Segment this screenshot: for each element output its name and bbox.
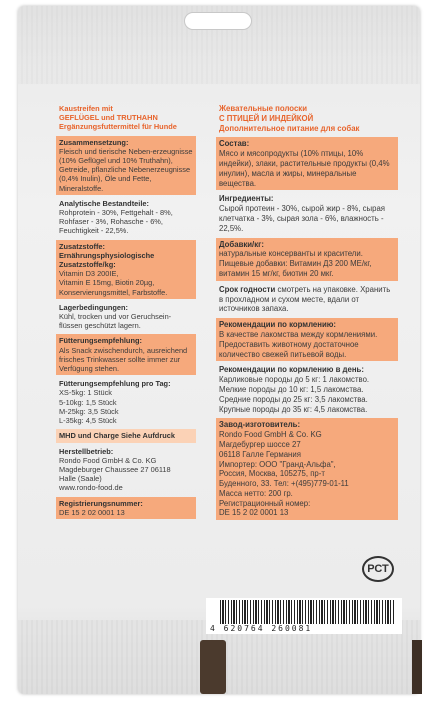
ru-title: Жевательные полоски С ПТИЦЕЙ И ИНДЕЙКОЙ Дополнительное питание для собак <box>219 104 360 133</box>
de-additives: Zusatzstoffe: Ernährungsphysiologische Zusatzstoffe/kg: Vitamin D3 200IE, Vitamin E 15mg, Biotin 20µg, Konservierungsmittel, Farbstoffe. <box>56 240 196 299</box>
de-composition: Zusammensetzung: Fleisch und tierische Neben-erzeugnisse (10% Geflügel und 10% Truthahn), Getreide, pflanzliche Nebenerzeugnisse (0,4% Inulin), Öle und Fette, Mineralstoffe. <box>56 136 196 195</box>
ru-shelf-life: Срок годности смотреть на упаковке. Хранить в прохладном и сухом месте, вдали от источников запаха. <box>219 284 391 314</box>
rst-certification-mark: РСТ <box>362 556 394 582</box>
ru-composition: Состав: Мясо и мясопродукты (10% птицы, 10% индейки), злаки, растительные продукты (0,4% инулин), масла и жиры, минеральные вещества. <box>216 137 398 190</box>
product-window-edge <box>412 640 422 694</box>
hang-hole <box>184 12 252 30</box>
barcode-bars <box>220 600 394 624</box>
de-title: Kaustreifen mit GEFLÜGEL und TRUTHAHN Ergänzungsfuttermittel für Hunde <box>59 104 177 132</box>
german-label-column <box>56 102 196 521</box>
barcode <box>206 598 402 634</box>
ru-feeding: Рекомендации по кормлению: В качестве лакомства между кормлениями. Предоставить животному достаточное количество свежей питьевой воды. <box>216 318 398 361</box>
de-feeding-per-day: Fütterungsempfehlung pro Tag: XS-5kg: 1 Stück 5-10kg: 1,5 Stück M-25kg: 3,5 Stück L-35kg: 4,5 Stück <box>59 379 171 426</box>
de-manufacturer: Herstellbetrieb: Rondo Food GmbH & Co. KG Magdeburger Chaussee 27 06118 Halle (Saale) www.rondo-food.de <box>59 446 171 493</box>
ru-ingredients: Ингредиенты: Сырой протеин - 30%, сырой жир - 8%, сырая клетчатка - 3%, сырая зола - 6%, влажность - 22,5%. <box>219 194 386 233</box>
barcode-number: 4 620764 260081 <box>210 624 313 633</box>
product-window <box>200 640 226 694</box>
ru-additives: Добавки/кг: натуральные консерванты и красители. Пищевые добавки: Витамин Д3 200 МЕ/кг, витамин 15 мг/кг, биотин 20 мкг. <box>216 238 398 281</box>
de-registration: Registrierungsnummer: DE 15 2 02 0001 13 <box>56 497 196 519</box>
russian-label-column <box>216 102 398 522</box>
de-storage: Lagerbedingungen: Kühl, trocken und vor Geruchsein-flüssen geschützt lagern. <box>59 302 172 331</box>
de-analysis: Analytische Bestandteile: Rohprotein - 30%, Fettgehalt - 8%, Rohfaser - 3%, Rohasche - 6%, Feuchtigkeit - 22,5%. <box>59 198 173 236</box>
de-mhd: MHD und Charge Siehe Aufdruck <box>56 429 196 442</box>
ru-feeding-per-day: Рекомендации по кормлению в день: Карликовые породы до 5 кг: 1 лакомство. Мелкие породы до 10 кг: 1,5 лакомства. Средние породы до 25 кг: 3,5 лакомства. Крупные породы до 35 кг: 4,5 лакомства. <box>219 365 370 414</box>
ru-manufacturer: Завод-изготовитель: Rondo Food GmbH & Co. KG Магдебургер шоссе 27 06118 Галле Германия Импортер: ООО "Гранд-Альфа", Россия, Москва, 105275, пр-т Буденного, 33. Тел: +(495)779-01-11 Масса нетто: 200 гр. Регистрационный номер: DE 15 2 02 0001 13 <box>216 418 398 520</box>
de-feeding: Fütterungsempfehlung: Als Snack zwischendurch, ausreichend frisches Trinkwasser sollte immer zur Verfügung stehen. <box>56 334 196 375</box>
